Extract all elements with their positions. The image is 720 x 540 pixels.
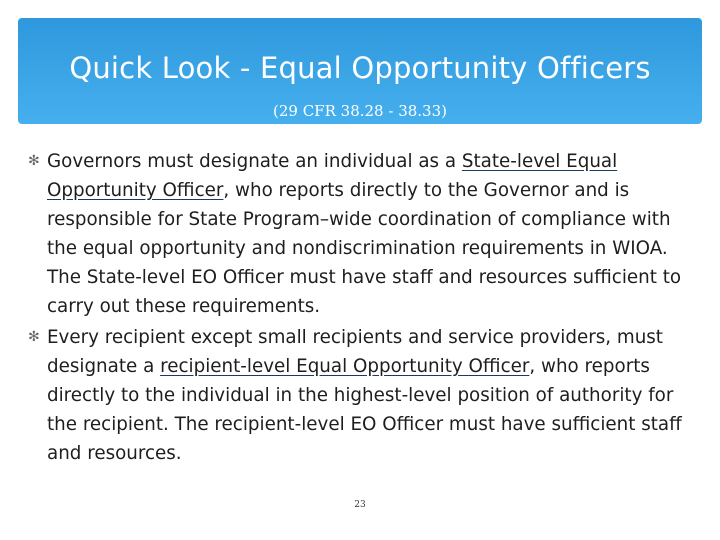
underlined-term: recipient-level Equal Opportunity Officer xyxy=(160,356,530,377)
page-number: 23 xyxy=(354,500,366,510)
bullet-item-state-officer xyxy=(28,147,704,321)
slide-subtitle: (29 CFR 38.28 - 38.33) xyxy=(273,102,447,120)
asterisk-bullet-icon: ✻ xyxy=(28,153,40,169)
bullet-list xyxy=(28,147,704,470)
underlined-term: State-level Equal Opportunity Officer xyxy=(47,151,618,201)
bullet-text-before: Governors must designate an individual as a xyxy=(47,151,462,172)
title-banner xyxy=(18,18,702,124)
bullet-text-after: , who reports directly to the Governor and is responsible for State Program–wide coordination of compliance with the equal opportunity and nondiscrimination requirements in WIOA. The State-level EO Officer must have staff and resources sufficient to carry out these requirements. xyxy=(47,180,682,317)
bullet-text-after: , who reports directly to the individual in the highest-level position of authority for the recipient. The recipient-level EO Officer must have sufficient staff and resources. xyxy=(47,356,682,464)
asterisk-bullet-icon: ✻ xyxy=(28,329,40,345)
slide-title: Quick Look - Equal Opportunity Officers xyxy=(69,51,651,85)
bullet-item-recipient-officer xyxy=(28,323,704,468)
bullet-text-before: Every recipient except small recipients and service providers, must designate a xyxy=(47,327,663,377)
